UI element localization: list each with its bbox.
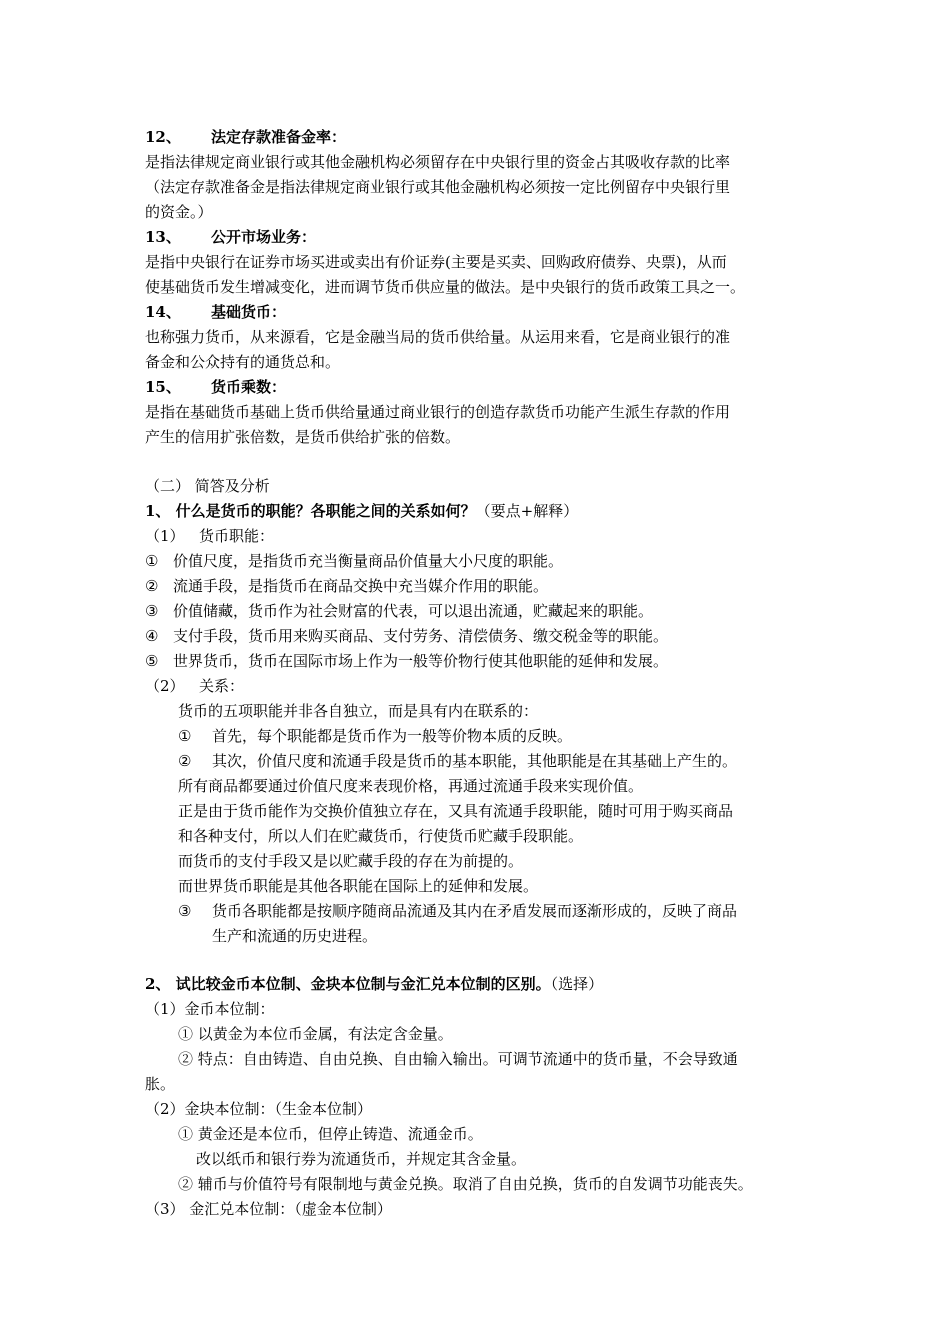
q2-section-2: （2）金块本位制：（生金本位制） — [145, 1100, 373, 1118]
term-number: 12、 — [145, 128, 181, 146]
term-title: 公开市场业务： — [211, 228, 317, 246]
item-marker: ④ — [145, 627, 159, 645]
q2-s2-item-1-cont: 改以纸币和银行券为流通货币，并规定其含金量。 — [196, 1150, 527, 1168]
item-marker: ① — [145, 552, 159, 570]
relation-item — [178, 751, 737, 771]
term-15-line-2: 产生的信用扩张倍数，是货币供给扩张的倍数。 — [145, 428, 461, 446]
item-text: 其次，价值尺度和流通手段是货币的基本职能，其他职能是在其基础上产生的。 — [212, 752, 738, 770]
q2-s1-item-2-cont: 胀。 — [145, 1075, 176, 1093]
part-text: 关系： — [199, 677, 245, 695]
relation-intro: 货币的五项职能并非各自独立，而是具有内在联系的： — [178, 702, 539, 720]
section-heading: （二） 简答及分析 — [145, 477, 270, 495]
term-13-line-1: 是指中央银行在证券市场买进或卖出有价证券(主要是买卖、回购政府债券、央票)，从而 — [145, 253, 727, 271]
question-note: （要点+解释） — [475, 502, 579, 520]
item-text: 世界货币，货币在国际市场上作为一般等价物行使其他职能的延伸和发展。 — [173, 652, 669, 670]
term-number: 15、 — [145, 378, 181, 396]
q2-s2-item-2: ② 辅币与价值符号有限制地与黄金兑换。取消了自由兑换，货币的自发调节功能丧失。 — [178, 1175, 753, 1193]
term-12-line-3: 的资金。） — [145, 203, 213, 221]
relation-line: 而世界货币职能是其他各职能在国际上的延伸和发展。 — [178, 877, 539, 895]
term-number: 13、 — [145, 228, 181, 246]
question-title-text: 1、 什么是货币的职能？各职能之间的关系如何？ — [145, 502, 476, 520]
question-note: （选择） — [550, 975, 604, 993]
term-12-line-1: 是指法律规定商业银行或其他金融机构必须留存在中央银行里的资金占其吸收存款的比率 — [145, 153, 731, 171]
relation-item — [178, 726, 572, 746]
relation-item — [178, 901, 737, 921]
function-item — [145, 601, 653, 621]
function-item — [145, 576, 548, 596]
item-marker: ③ — [145, 602, 159, 620]
question-2-title — [145, 974, 603, 994]
term-13-heading — [145, 227, 316, 247]
term-15-heading — [145, 377, 286, 397]
relation-line: 和各种支付，所以人们在贮藏货币，行使货币贮藏手段职能。 — [178, 827, 584, 845]
item-marker: ⑤ — [145, 652, 159, 670]
part-label: （1） — [145, 527, 185, 545]
q2-section-1: （1）金币本位制： — [145, 1000, 275, 1018]
item-marker: ② — [178, 752, 192, 770]
term-12-heading — [145, 127, 346, 147]
relation-line: 所有商品都要通过价值尺度来表现价格，再通过流通手段来实现价值。 — [178, 777, 644, 795]
function-item — [145, 651, 668, 671]
term-title: 法定存款准备金率： — [211, 128, 347, 146]
item-marker: ② — [145, 577, 159, 595]
part-label: （2） — [145, 677, 185, 695]
question-1-title — [145, 501, 578, 521]
function-item — [145, 551, 563, 571]
relation-item-cont: 生产和流通的历史进程。 — [212, 927, 378, 945]
item-text: 支付手段，货币用来购买商品、支付劳务、清偿债务、缴交税金等的职能。 — [173, 627, 669, 645]
item-text: 货币各职能都是按顺序随商品流通及其内在矛盾发展而逐渐形成的，反映了商品 — [212, 902, 738, 920]
term-12-line-2: （法定存款准备金是指法律规定商业银行或其他金融机构必须按一定比例留存中央银行里 — [145, 178, 731, 196]
term-title: 货币乘数： — [211, 378, 287, 396]
relation-line: 而货币的支付手段又是以贮藏手段的存在为前提的。 — [178, 852, 524, 870]
function-item — [145, 626, 668, 646]
q1-part1-heading — [145, 526, 274, 546]
item-marker: ① — [178, 727, 192, 745]
q2-s1-item-2: ② 特点：自由铸造、自由兑换、自由输入输出。可调节流通中的货币量，不会导致通 — [178, 1050, 738, 1068]
relation-line: 正是由于货币能作为交换价值独立存在，又具有流通手段职能，随时可用于购买商品 — [178, 802, 734, 820]
term-14-line-2: 备金和公众持有的通货总和。 — [145, 353, 341, 371]
item-text: 流通手段，是指货币在商品交换中充当媒介作用的职能。 — [173, 577, 549, 595]
item-marker: ③ — [178, 902, 192, 920]
term-number: 14、 — [145, 303, 181, 321]
term-14-heading — [145, 302, 286, 322]
term-title: 基础货币： — [211, 303, 287, 321]
term-15-line-1: 是指在基础货币基础上货币供给量通过商业银行的创造存款货币功能产生派生存款的作用 — [145, 403, 731, 421]
item-text: 价值储藏，货币作为社会财富的代表，可以退出流通，贮藏起来的职能。 — [173, 602, 654, 620]
item-text: 首先，每个职能都是货币作为一般等价物本质的反映。 — [212, 727, 573, 745]
term-14-line-1: 也称强力货币，从来源看，它是金融当局的货币供给量。从运用来看，它是商业银行的准 — [145, 328, 731, 346]
q2-s2-item-1: ① 黄金还是本位币，但停止铸造、流通金币。 — [178, 1125, 483, 1143]
q1-part2-heading — [145, 676, 244, 696]
q2-s1-item-1: ① 以黄金为本位币金属，有法定含金量。 — [178, 1025, 453, 1043]
question-title-text: 2、 试比较金币本位制、金块本位制与金汇兑本位制的区别。 — [145, 975, 551, 993]
item-text: 价值尺度，是指货币充当衡量商品价值量大小尺度的职能。 — [173, 552, 564, 570]
part-text: 货币职能： — [199, 527, 275, 545]
term-13-line-2: 使基础货币发生增减变化，进而调节货币供应量的做法。是中央银行的货币政策工具之一。 — [145, 278, 746, 296]
q2-section-3: （3） 金汇兑本位制：（虚金本位制） — [145, 1200, 392, 1218]
